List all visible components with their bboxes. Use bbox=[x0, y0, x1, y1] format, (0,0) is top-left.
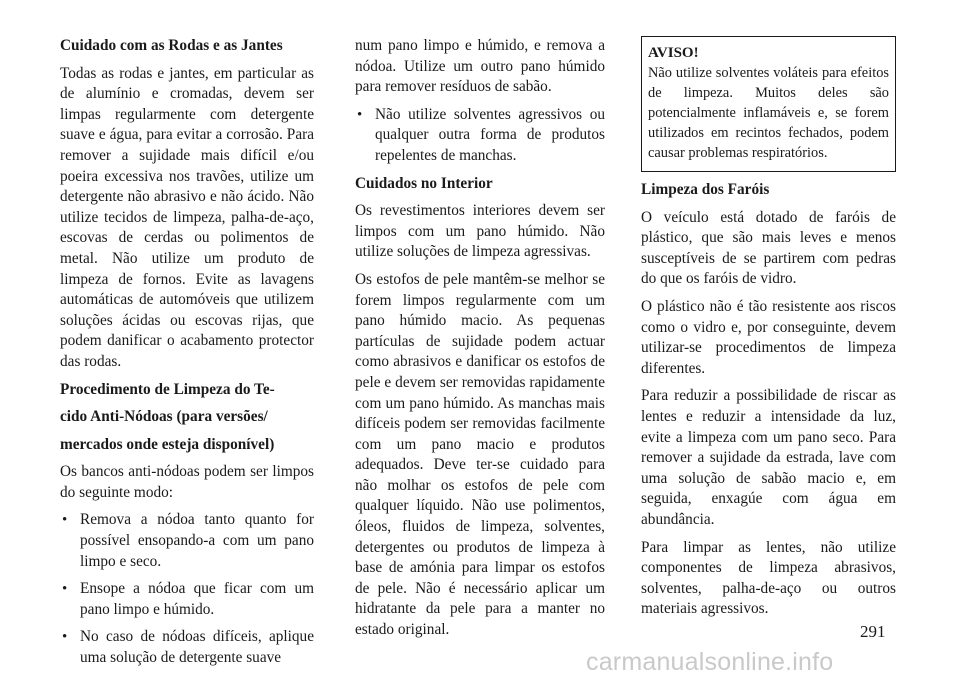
bullet-icon: • bbox=[62, 629, 68, 646]
bullet-icon: • bbox=[357, 106, 363, 123]
wheels-paragraph: Todas as rodas e jantes, em particular as de alumínio e cromadas, devem ser limpas regularmente com detergente suave e água, para evitar a corrosão. Para remover a sujidade mais difícil e/ou poeira excessiva nos travões, utilize um detergente não abrasivo e não ácido. Não utilize tecidos de limpeza, palha-de-aço, escovas de cerdas ou polimentos de metal. Não utilize um produto de limpeza de fornos. Evite as lavagens automáticas de automóveis que utilizem soluções ácidas ou escovas rijas, que podem danificar o acabamento protector das rodas. bbox=[60, 64, 314, 370]
scratch-paragraph: Para reduzir a possibilidade de riscar as lentes e reduzir a intensidade da luz, evite a limpeza com um pano seco. Para remover a sujidade da estrada, lave com uma solução de sabão macio e, em seguida, enxagúe com água em abundância. bbox=[641, 387, 896, 528]
watermark: carmanualsonline.info bbox=[586, 648, 834, 676]
column-left bbox=[60, 36, 314, 676]
column-middle bbox=[355, 36, 605, 648]
heading-line: Procedimento de Limpeza do Te- bbox=[60, 380, 275, 398]
list-item bbox=[60, 579, 314, 620]
list-item bbox=[60, 510, 314, 572]
stain-steps-list bbox=[60, 510, 314, 668]
list-item-text: Remova a nódoa tanto quanto for possível ensopando-a com um pano limpo e seco. bbox=[80, 511, 314, 570]
warning-title: AVISO! bbox=[648, 45, 699, 61]
list-item-text: No caso de nódoas difíceis, aplique uma solução de detergente suave bbox=[80, 628, 314, 667]
list-item bbox=[355, 105, 605, 167]
interior-paragraph: Os revestimentos interiores devem ser limpos com um pano húmido. Não utilize soluções de limpeza agressivas. bbox=[355, 202, 605, 261]
list-item-text: Ensope a nódoa que ficar com um pano limpo e húmido. bbox=[80, 580, 314, 618]
section-heading-stain-cleaning bbox=[60, 380, 314, 456]
column-right bbox=[641, 36, 896, 627]
list-item-continuation: num pano limpo e húmido, e remova a nódoa. Utilize um outro pano húmido para remover resíduos de sabão. bbox=[355, 37, 605, 96]
page-number: 291 bbox=[860, 622, 886, 641]
warning-box bbox=[641, 36, 896, 172]
warning-text: Não utilize solventes voláteis para efeitos de limpeza. Muitos deles são potencialmente inflamáveis e, se forem utilizados em recintos fechados, podem causar problemas respiratórios. bbox=[648, 65, 889, 161]
list-item-text: Não utilize solventes agressivos ou qualquer outra forma de produtos repelentes de manchas. bbox=[375, 105, 605, 164]
stain-intro-paragraph: Os bancos anti-nódoas podem ser limpos do seguinte modo: bbox=[60, 463, 314, 501]
leather-paragraph: Os estofos de pele mantêm-se melhor se forem limpos regularmente com um pano húmido macio. As pequenas partículas de sujidade podem actuar como abrasivos e danificar os estofos de pele e devem ser removidas rapidamente com um pano húmido. As manchas mais difíceis podem ser removidas facilmente com um pano macio e produtos adequados. Deve ter-se cuidado para não molhar os estofos de pele com qualquer líquido. Não use polimentos, óleos, fluidos de limpeza, solventes, detergentes ou produtos de limpeza à base de amónia para limpar os estofos de pele. Não é necessário aplicar um hidratante da pele para a manter no estado original. bbox=[355, 270, 605, 639]
section-heading-interior: Cuidados no Interior bbox=[355, 174, 493, 192]
bullet-icon: • bbox=[62, 581, 68, 598]
section-heading-headlamps: Limpeza dos Faróis bbox=[641, 181, 770, 198]
heading-line: cido Anti-Nódoas (para versões/ bbox=[60, 408, 268, 426]
list-item bbox=[60, 627, 314, 668]
section-heading-wheels: Cuidado com as Rodas e as Jantes bbox=[60, 37, 283, 54]
bullet-icon: • bbox=[62, 512, 68, 529]
lens-paragraph: Para limpar as lentes, não utilize componentes de limpeza abrasivos, solventes, palha-de-aço ou outros materiais agressivos. bbox=[641, 538, 896, 618]
headlamps-paragraph: O veículo está dotado de faróis de plástico, que são mais leves e menos susceptíveis de se partirem com pedras do que os faróis de vidro. bbox=[641, 208, 896, 288]
solvent-list bbox=[355, 105, 605, 167]
plastic-paragraph: O plástico não é tão resistente aos riscos como o vidro e, por conseguinte, devem utilizar-se procedimentos de limpeza diferentes. bbox=[641, 297, 896, 377]
heading-line: mercados onde esteja disponível) bbox=[60, 435, 275, 453]
